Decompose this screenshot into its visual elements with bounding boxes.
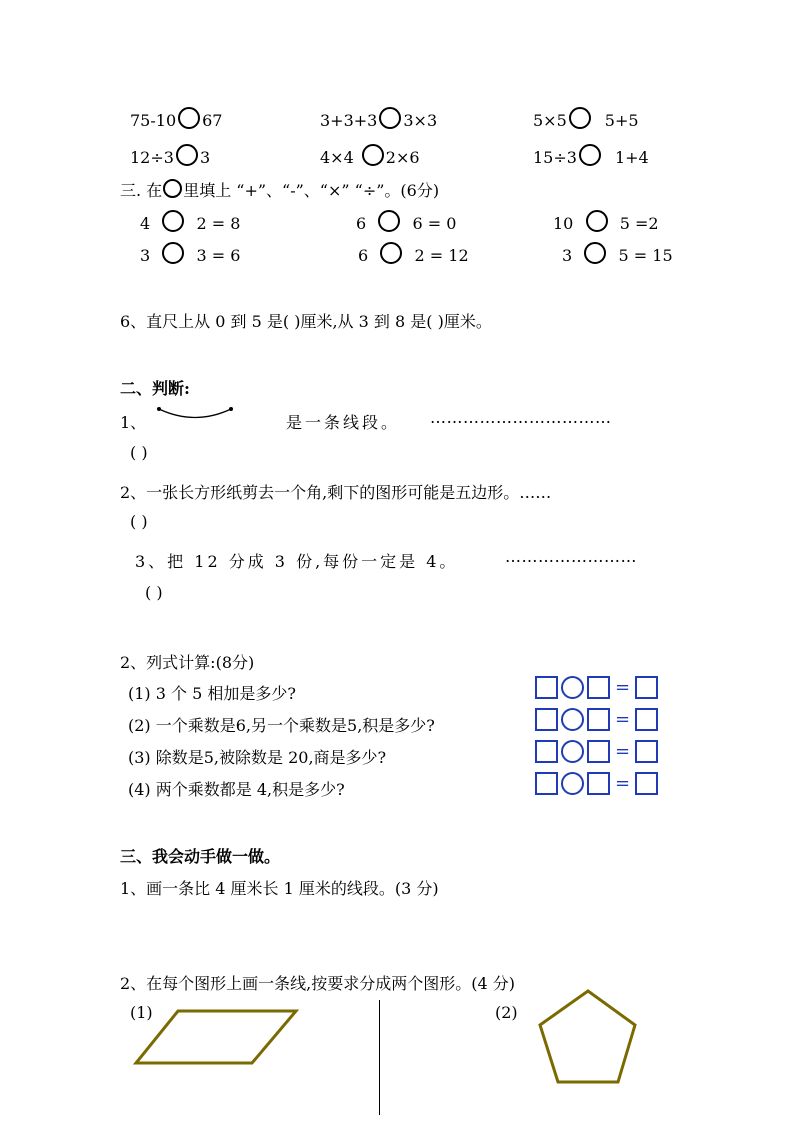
result-box[interactable] — [635, 676, 658, 699]
judge-q2-answer[interactable]: ( ) — [130, 512, 148, 531]
answer-circle[interactable] — [362, 144, 384, 166]
fill-item-6 — [562, 242, 673, 265]
hands-on-q1: 1、画一条比 4 厘米长 1 厘米的线段。(3 分) — [120, 879, 439, 898]
operand-a: 3 — [140, 246, 151, 265]
compare-item-2-2 — [320, 144, 420, 167]
ruler-question: 6、直尺上从 0 到 5 是( )厘米,从 3 到 8 是( )厘米。 — [120, 312, 492, 331]
compare-left: 15÷3 — [533, 148, 577, 167]
fill-item-1 — [140, 210, 240, 233]
judge-q1-dots: …………………………… — [430, 408, 612, 427]
result-box[interactable] — [635, 772, 658, 795]
answer-circle[interactable] — [379, 107, 401, 129]
compare-item-2-3 — [533, 144, 649, 167]
answer-circle[interactable] — [162, 242, 184, 264]
answer-circle[interactable] — [579, 144, 601, 166]
answer-circle[interactable] — [586, 210, 608, 232]
parallelogram-outline — [136, 1011, 296, 1063]
fill-item-5 — [358, 242, 469, 265]
answer-circle[interactable] — [178, 107, 200, 129]
equals-sign: = — [615, 773, 631, 794]
judge-q3-answer[interactable]: ( ) — [145, 583, 163, 602]
compare-right: 3×3 — [403, 111, 438, 130]
judge-q3-dots: …………………… — [505, 547, 637, 566]
title-prefix: 三. 在 — [120, 181, 163, 200]
calc-item-1: (1) 3 个 5 相加是多少? — [128, 684, 296, 703]
hands-on-q2: 2、在每个图形上画一条线,按要求分成两个图形。(4 分) — [120, 974, 516, 993]
calc-item-4: (4) 两个乘数都是 4,积是多少? — [128, 780, 345, 799]
figure-label-2: (2) — [495, 1003, 518, 1022]
equation-boxes-4 — [535, 772, 658, 795]
number-box[interactable] — [587, 740, 610, 763]
compare-right: 3 — [199, 148, 211, 167]
compare-left: 75-10 — [130, 111, 177, 130]
compare-right: 1+4 — [614, 148, 649, 167]
operand-b: 5 =2 — [619, 214, 659, 233]
compare-right: 5+5 — [604, 111, 639, 130]
answer-circle[interactable] — [176, 144, 198, 166]
title-suffix: 里填上 “+”、“-”、“×” “÷”。(6分) — [183, 181, 440, 200]
answer-circle[interactable] — [162, 210, 184, 232]
operand-b: 3 = 6 — [196, 246, 241, 265]
judge-q1-number: 1、 — [120, 413, 147, 432]
judge-section-title: 二、判断: — [120, 379, 190, 398]
operator-circle[interactable] — [561, 740, 584, 763]
parallelogram-shape[interactable] — [130, 1005, 305, 1070]
compare-left: 3+3+3 — [320, 111, 378, 130]
operand-a: 4 — [140, 214, 151, 233]
number-box[interactable] — [535, 708, 558, 731]
operand-b: 6 = 0 — [412, 214, 457, 233]
judge-q2-text: 2、一张长方形纸剪去一个角,剩下的图形可能是五边形。…… — [120, 483, 552, 502]
equation-boxes-1 — [535, 676, 658, 699]
result-box[interactable] — [635, 708, 658, 731]
number-box[interactable] — [535, 772, 558, 795]
curved-line-icon — [155, 404, 235, 422]
fill-item-4 — [140, 242, 240, 265]
compare-item-1-3 — [533, 107, 639, 130]
hands-on-section-title: 三、我会动手做一做。 — [120, 847, 281, 866]
calc-item-3: (3) 除数是5,被除数是 20,商是多少? — [128, 748, 387, 767]
operand-a: 6 — [358, 246, 369, 265]
operator-circle[interactable] — [561, 676, 584, 699]
operand-a: 3 — [562, 246, 573, 265]
number-box[interactable] — [587, 708, 610, 731]
number-box[interactable] — [587, 676, 610, 699]
equation-boxes-3 — [535, 740, 658, 763]
fill-item-2 — [356, 210, 456, 233]
figure-label-1: (1) — [130, 1003, 153, 1022]
calc-section-title: 2、列式计算:(8分) — [120, 653, 255, 672]
judge-q1-text: 是一条线段。 — [286, 413, 401, 432]
result-box[interactable] — [635, 740, 658, 763]
fill-item-3 — [553, 210, 659, 233]
judge-q1-answer[interactable]: ( ) — [130, 443, 148, 462]
operand-b: 2 = 8 — [196, 214, 241, 233]
operand-a: 10 — [553, 214, 574, 233]
compare-item-1-1 — [130, 107, 222, 130]
calc-item-2: (2) 一个乘数是6,另一个乘数是5,积是多少? — [128, 716, 435, 735]
equals-sign: = — [615, 677, 631, 698]
operator-circle[interactable] — [561, 708, 584, 731]
number-box[interactable] — [535, 676, 558, 699]
circle-icon — [163, 179, 182, 198]
judge-q3-text: 3、把 12 分成 3 份,每份一定是 4。 — [135, 552, 459, 571]
pentagon-outline — [540, 991, 635, 1082]
operand-a: 6 — [356, 214, 367, 233]
compare-left: 12÷3 — [130, 148, 174, 167]
compare-right: 67 — [202, 111, 223, 130]
operator-circle[interactable] — [561, 772, 584, 795]
answer-circle[interactable] — [380, 242, 402, 264]
compare-item-2-1 — [130, 144, 210, 167]
compare-right: 2×6 — [385, 148, 420, 167]
answer-circle[interactable] — [378, 210, 400, 232]
operand-b: 5 = 15 — [618, 246, 673, 265]
divider-line — [379, 1000, 380, 1115]
compare-left: 4×4 — [320, 148, 354, 167]
equals-sign: = — [615, 741, 631, 762]
compare-item-1-2 — [320, 107, 437, 130]
number-box[interactable] — [535, 740, 558, 763]
section-title-fill-operators — [120, 178, 439, 201]
answer-circle[interactable] — [569, 107, 591, 129]
operand-b: 2 = 12 — [414, 246, 469, 265]
pentagon-shape[interactable] — [532, 985, 644, 1090]
number-box[interactable] — [587, 772, 610, 795]
equation-boxes-2 — [535, 708, 658, 731]
equals-sign: = — [615, 709, 631, 730]
compare-left: 5×5 — [533, 111, 567, 130]
answer-circle[interactable] — [584, 242, 606, 264]
